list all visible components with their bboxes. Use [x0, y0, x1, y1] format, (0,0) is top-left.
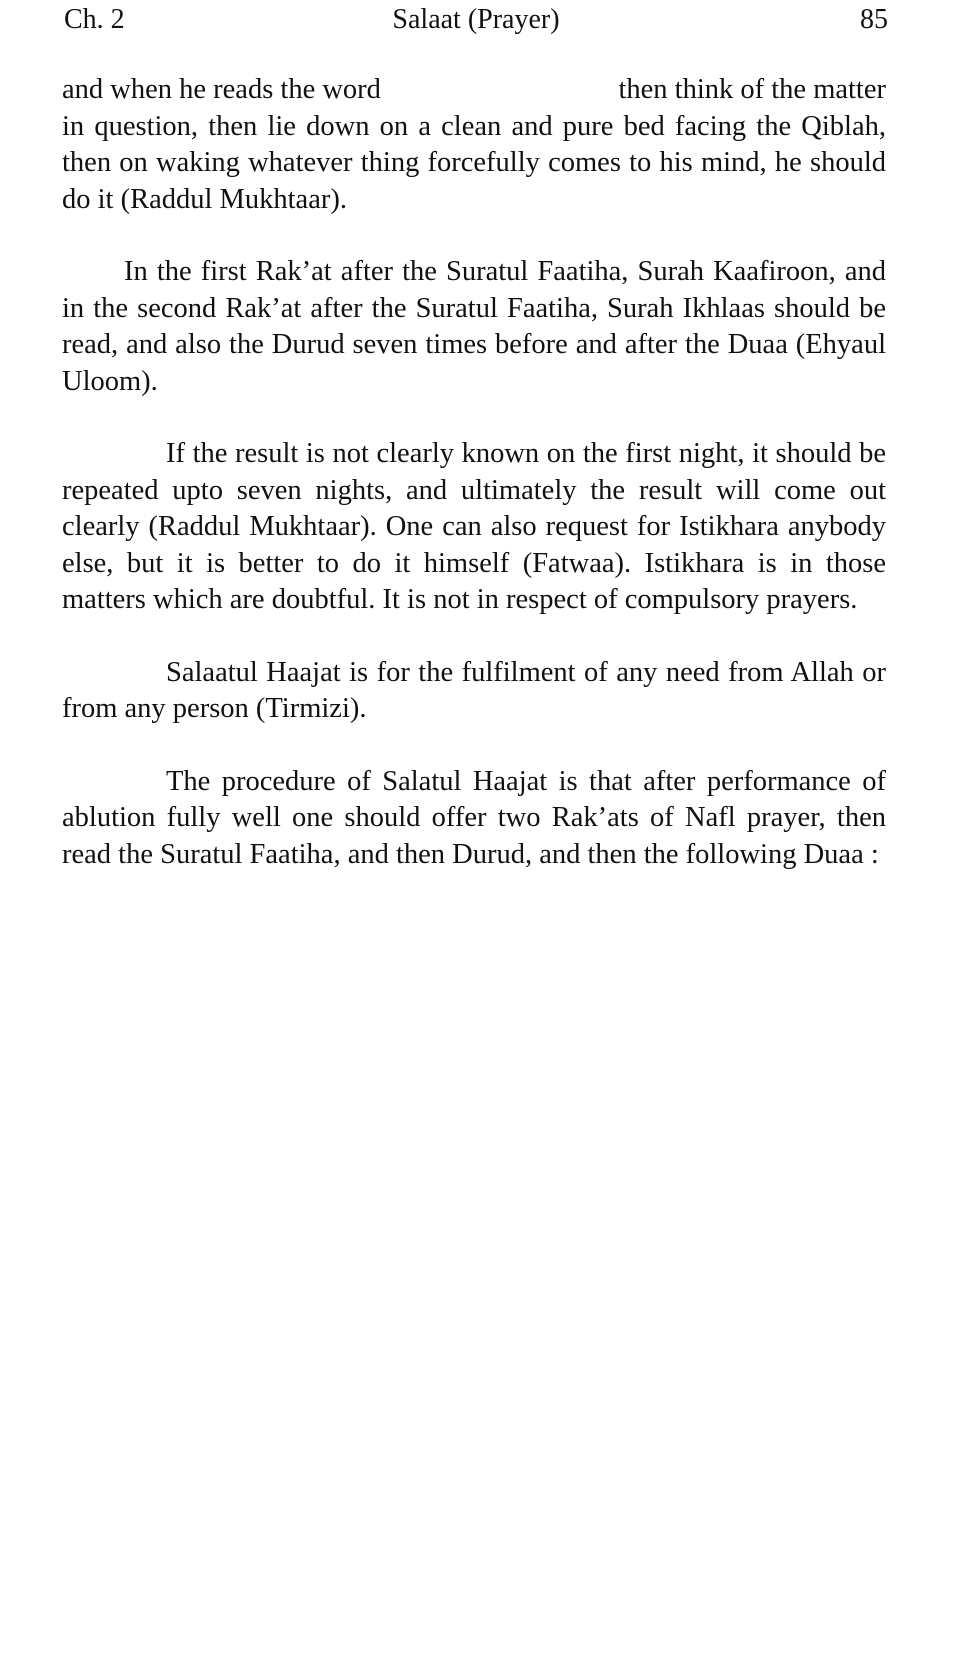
page-header — [64, 2, 888, 38]
arabic-word-gap — [407, 78, 647, 102]
paragraph-5: The procedure of Salatul Haajat is that after performance of ablution fully well one should offer two Rak’ats of Nafl prayer, then read the Suratul Faatiha, and then Durud, and then the following Duaa : — [62, 765, 886, 870]
paragraph-2: In the first Rak’at after the Suratul Faatiha, Surah Kaafiroon, and in the second Rak’at after the Suratul Faatiha, Surah Ikhlaas should be read, and also the Durud seven times before and after the Duaa (Ehyaul Uloom). — [62, 256, 886, 397]
paragraph-1 — [62, 72, 886, 218]
paragraph-1-first-line — [62, 72, 886, 109]
page-number: 85 — [860, 4, 888, 35]
paragraph-1-first-line-right: then think of the matter — [618, 74, 886, 105]
paragraph-3: If the result is not clearly known on the first night, it should be repeated upto seven nights, and ultimately the result will come out clearly (Raddul Mukhtaar). One can also request for Istikhara anybody else, but it is better to do it himself (Fatwaa). Istikhara is in those matters which are doubtful. It is not in respect of compulsory prayers. — [62, 438, 886, 615]
body-text — [62, 72, 886, 873]
paragraph-1-text: in question, then lie down on a clean and pure bed facing the Qiblah, then on waking whatever thing forcefully comes to his mind, he should do it (Raddul Mukhtaar). — [62, 110, 886, 215]
paragraph-4: Salaatul Haajat is for the fulfilment of any need from Allah or from any person (Tirmizi). — [62, 656, 886, 724]
paragraph-1-first-line-left: and when he reads the word — [62, 74, 381, 105]
running-title: Salaat (Prayer) — [392, 4, 560, 35]
chapter-label: Ch. 2 — [64, 4, 125, 35]
